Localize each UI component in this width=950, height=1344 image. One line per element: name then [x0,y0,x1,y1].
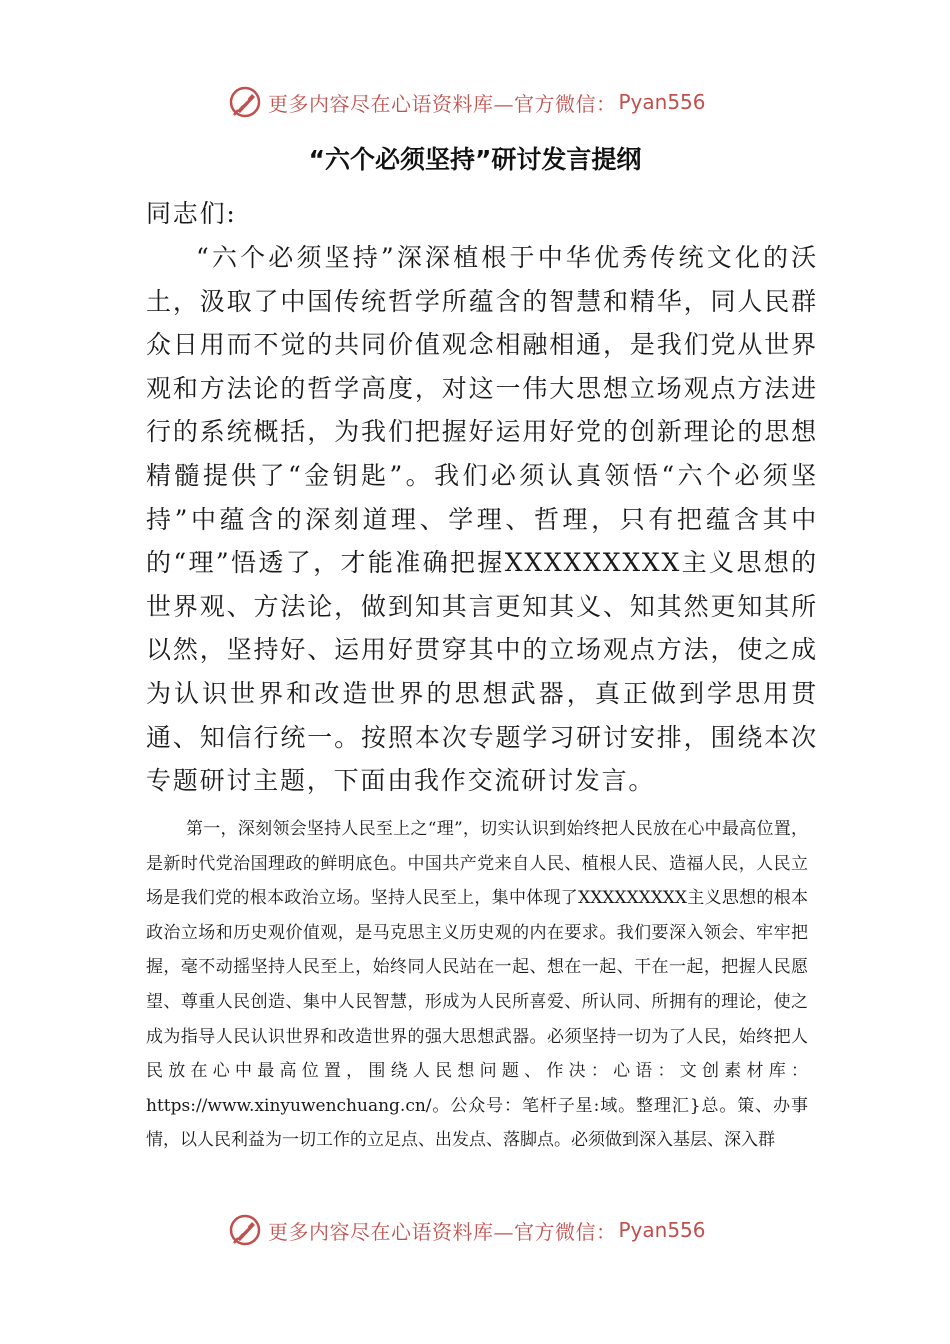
intro-paragraph: “六个必须坚持”深深植根于中华优秀传统文化的沃土，汲取了中国传统哲学所蕴含的智慧和精华，同人民群众日用而不觉的共同价值观念相融相通，是我们党从世界观和方法论的哲学高度，对这一伟大思想立场观点方法进行的系统概括，为我们把握好运用好党的创新理论的思想精髓提供了“金钥匙”。我们必须认真领悟“六个必须坚持”中蕴含的深刻道理、学理、哲理，只有把蕴含其中的“理”悟透了，才能准确把握XXXXXXXXX主义思想的世界观、方法论，做到知其言更知其义、知其然更知其所以然，坚持好、运用好贯穿其中的立场观点方法，使之成为认识世界和改造世界的思想武器，真正做到学思用贯通、知信行统一。按照本次专题学习研讨安排，围绕本次专题研讨主题，下面由我作交流研讨发言。 [146,243,818,796]
banner-wechat-id: Pyan556 [618,90,706,114]
banner-text: 更多内容尽在心语资料库—官方微信： [268,1219,617,1244]
banner-text: 更多内容尽在心语资料库—官方微信： [268,91,617,116]
footer-watermark-banner [228,1210,748,1250]
section1-paragraph: 第一，深刻领会坚持人民至上之“理”，切实认识到始终把人民放在心中最高位置，是新时代党治国理政的鲜明底色。中国共产党来自人民、植根人民、造福人民，人民立场是我们党的根本政治立场。坚持人民至上，集中体现了XXXXXXXXX主义思想的根本政治立场和历史观价值观，是马克思主义历史观的内在要求。我们要深入领会、牢牢把握，毫不动摇坚持人民至上，始终同人民站在一起、想在一起、干在一起，把握人民愿望、尊重人民创造、集中人民智慧，形成为人民所喜爱、所认同、所拥有的理论，使之成为指导人民认识世界和改造世界的强大思想武器。必须坚持一切为了人民，始终把人民放在心中最高位置，围绕人民想问题、作决：心语：文创素材库：https://www.xinyuwenchuang.cn/。公众号：笔杆子星:域。整理汇}总。策、办事情，以人民利益为一切工作的立足点、出发点、落脚点。必须做到深入基层、深入群 [146,819,808,1151]
header-watermark-banner [228,82,748,122]
quill-pen-logo-icon [228,1213,262,1247]
banner-wechat-id: Pyan556 [618,1218,706,1242]
salutation: 同志们: [146,199,237,228]
document-title: “六个必须坚持”研讨发言提纲 [308,145,642,174]
quill-pen-logo-icon [228,85,262,119]
